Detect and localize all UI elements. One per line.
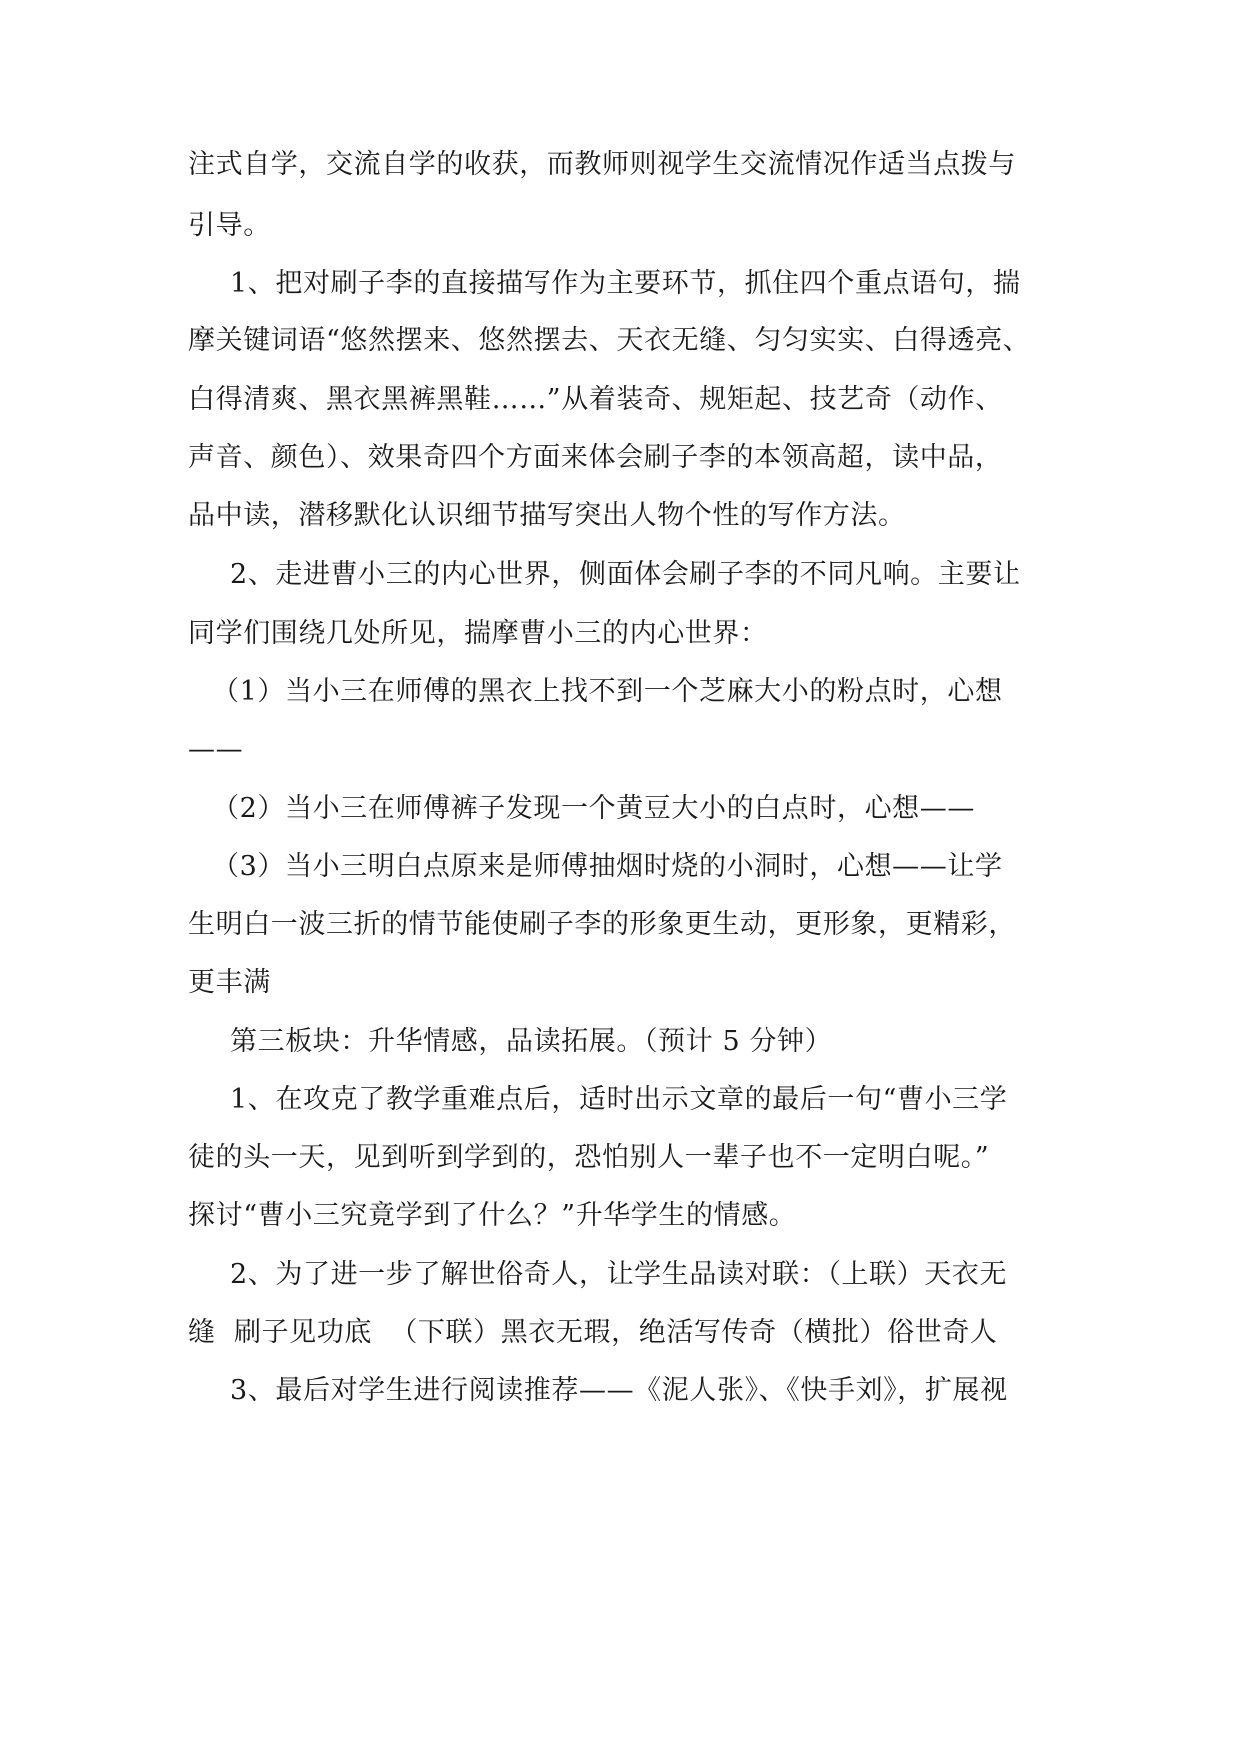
text-line: 1、在攻克了教学重难点后，适时出示文章的最后一句“曹小三学 <box>230 1084 1008 1115</box>
section-heading: 第三板块：升华情感，品读拓展。（预计 5 分钟） <box>230 1026 833 1057</box>
text-line: 白得清爽、黑衣黑裤黑鞋……”从着装奇、规矩起、技艺奇（动作、 <box>188 384 1003 415</box>
text-line: 1、把对刷子李的直接描写作为主要环节，抓住四个重点语句，揣 <box>230 268 1021 299</box>
text-line: 声音、颜色）、效果奇四个方面来体会刷子李的本领高超，读中品， <box>188 442 1003 473</box>
text-line: 生明白一波三折的情节能使刷子李的形象更生动，更形象，更精彩， <box>188 909 1016 940</box>
text-line: 品中读，潜移默化认识细节描写突出人物个性的写作方法。 <box>188 500 906 531</box>
text-line: 探讨“曹小三究竟学到了什么？”升华学生的情感。 <box>188 1200 797 1231</box>
text-line: 摩关键词语“悠然摆来、悠然摆去、天衣无缝、匀匀实实、白得透亮、 <box>188 325 1031 356</box>
text-line: （2）当小三在师傅裤子发现一个黄豆大小的白点时，心想—— <box>212 793 975 824</box>
text-line: 更丰满 <box>188 967 271 998</box>
text-line: （3）当小三明白点原来是师傅抽烟时烧的小洞时，心想——让学 <box>212 851 1003 882</box>
text-line: 缝 刷子见功底 （下联）黑衣无瑕，绝活写传奇（横批）俗世奇人 <box>188 1317 998 1348</box>
text-line: 同学们围绕几处所见，揣摩曹小三的内心世界： <box>188 618 768 649</box>
text-line: 3、最后对学生进行阅读推荐——《泥人张》、《快手刘》，扩展视 <box>230 1375 1008 1406</box>
text-line: 2、走进曹小三的内心世界，侧面体会刷子李的不同凡响。主要让 <box>230 559 1021 590</box>
text-line: 引导。 <box>188 210 271 241</box>
text-line: —— <box>188 734 244 765</box>
text-line: 2、为了进一步了解世俗奇人，让学生品读对联：（上联）天衣无 <box>230 1259 1008 1290</box>
text-line: 徒的头一天，见到听到学到的，恐怕别人一辈子也不一定明白呢。” <box>188 1142 990 1173</box>
text-line: 注式自学，交流自学的收获，而教师则视学生交流情况作适当点拨与 <box>188 149 1016 180</box>
text-line: （1）当小三在师傅的黑衣上找不到一个芝麻大小的粉点时，心想 <box>212 676 1003 707</box>
